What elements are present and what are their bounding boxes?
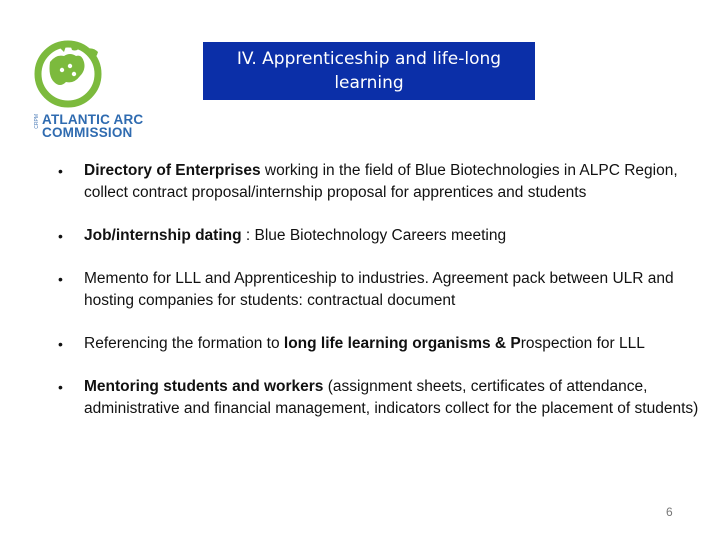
bullet-4-bold: long life learning organisms & P [283, 335, 521, 352]
bullet-item-5 [58, 376, 708, 420]
bullet-2-bold: Job/internship dating [84, 227, 242, 244]
logo-line-2: COMMISSION [42, 125, 133, 140]
bullet-5-bold: Mentoring students and workers [84, 378, 324, 395]
page-number: 6 [666, 505, 673, 519]
bullet-item-1 [58, 160, 708, 204]
bullet-1-text: working in the field of Blue Biotechnologies in ALPC Region, collect contract proposal/internship proposal for apprentices and students [84, 162, 678, 201]
bullet-item-4 [58, 333, 708, 355]
logo-line-1: ATLANTIC ARC [42, 112, 144, 127]
bullet-item-3 [58, 268, 708, 312]
bullet-dot: • [58, 228, 63, 244]
bullet-dot: • [58, 336, 63, 352]
title-line-1: IV. Apprenticeship and life-long [236, 49, 502, 69]
bullet-5-text: (assignment sheets, certificates of attendance, administrative and financial management, indicators collect for the placement of students) [84, 378, 699, 417]
slide-title [203, 42, 535, 100]
bullet-list [58, 160, 708, 441]
logo-small-text: CRPM [34, 114, 40, 129]
bullet-dot: • [58, 163, 63, 179]
title-line-2: learning [334, 73, 404, 93]
bullet-3-text: Memento for LLL and Apprenticeship to industries. Agreement pack between ULR and hosting companies for students: contractual document [84, 270, 674, 309]
bullet-2-text: : Blue Biotechnology Careers meeting [241, 227, 507, 244]
atlantic-arc-commission-logo [20, 32, 142, 144]
bullet-1-bold: Directory of Enterprises [84, 162, 261, 179]
bullet-4-pre: Referencing the formation to [84, 335, 284, 352]
bullet-dot: • [58, 379, 63, 395]
europe-map-icon [20, 32, 142, 112]
bullet-item-2 [58, 225, 708, 247]
bullet-dot: • [58, 271, 63, 287]
bullet-4-text: rospection for LLL [520, 335, 645, 352]
